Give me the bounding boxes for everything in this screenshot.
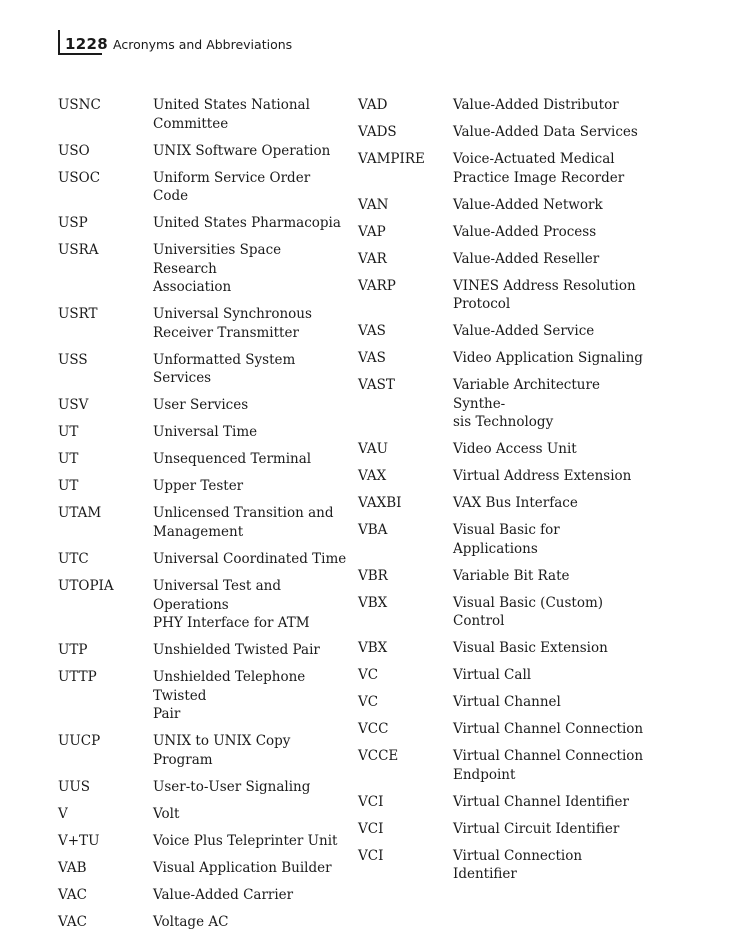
- acronym: UTAM: [58, 505, 102, 522]
- acronym: VBX: [358, 640, 388, 657]
- expansion: Voice-Actuated Medical Practice Image Recorder: [453, 150, 625, 186]
- acronym: UT: [58, 424, 79, 441]
- acronym: VAX: [358, 468, 387, 485]
- glossary-entry: [58, 351, 348, 388]
- expansion: Variable Architecture Synthe- sis Technology: [453, 377, 600, 431]
- glossary-entry: [58, 732, 348, 769]
- glossary-entry: [58, 668, 348, 724]
- expansion: Value-Added Network: [453, 196, 603, 213]
- expansion: Universal Test and Operations PHY Interface for ATM: [153, 577, 310, 632]
- expansion: Video Application Signaling: [453, 350, 643, 367]
- expansion: UNIX to UNIX Copy Program: [153, 733, 291, 768]
- glossary-entry: [58, 96, 348, 133]
- expansion: Value-Added Service: [453, 323, 595, 340]
- acronym: VAC: [58, 913, 87, 930]
- expansion: Uniform Service Order Code: [153, 169, 311, 205]
- glossary-entry: [358, 223, 648, 242]
- expansion: Unshielded Twisted Pair: [153, 642, 320, 659]
- acronym: VBR: [358, 567, 388, 584]
- acronym: VBX: [358, 594, 388, 611]
- glossary-entry: [58, 805, 348, 824]
- glossary-entry: [58, 142, 348, 161]
- acronym: VC: [358, 667, 379, 684]
- acronym: VAS: [358, 350, 386, 367]
- acronym: VAR: [358, 250, 387, 267]
- glossary-entry: [358, 123, 648, 142]
- glossary-entry: [358, 376, 648, 432]
- glossary-entry: [58, 550, 348, 569]
- expansion: Voice Plus Teleprinter Unit: [153, 832, 338, 849]
- acronym: USV: [58, 397, 89, 414]
- glossary-entry: [58, 450, 348, 469]
- glossary-entry: [58, 886, 348, 905]
- expansion: Upper Tester: [153, 478, 244, 495]
- expansion: Virtual Channel Identifier: [453, 793, 629, 810]
- glossary-entry: [58, 832, 348, 851]
- acronym: VCI: [358, 793, 384, 810]
- glossary-entry: [58, 423, 348, 442]
- running-title: Acronyms and Abbreviations: [113, 37, 293, 52]
- expansion: Unformatted System Services: [153, 351, 296, 387]
- expansion: User Services: [153, 397, 249, 414]
- glossary-entry: [358, 322, 648, 341]
- expansion: Universal Coordinated Time: [153, 550, 347, 567]
- glossary-entry: [58, 641, 348, 660]
- right-column: [358, 96, 648, 892]
- glossary-entry: [58, 577, 348, 633]
- acronym: UTOPIA: [58, 577, 114, 594]
- glossary-entry: [358, 820, 648, 839]
- acronym: USNC: [58, 97, 101, 113]
- expansion: Virtual Call: [453, 667, 532, 684]
- acronym: USRT: [58, 306, 98, 323]
- expansion: Virtual Channel: [453, 694, 561, 711]
- acronym: UT: [58, 478, 79, 495]
- acronym: UTTP: [58, 669, 97, 686]
- expansion: Voltage AC: [153, 913, 229, 930]
- glossary-entry: [358, 793, 648, 812]
- expansion: User-to-User Signaling: [153, 778, 311, 795]
- glossary-entry: [358, 250, 648, 269]
- header-horizontal-rule: [58, 53, 102, 55]
- acronym: UTP: [58, 642, 88, 659]
- expansion: Visual Basic for Applications: [453, 522, 560, 557]
- acronym: VCC: [358, 721, 389, 738]
- expansion: Visual Basic (Custom) Control: [453, 594, 604, 630]
- expansion: Unshielded Telephone Twisted Pair: [153, 669, 306, 723]
- glossary-entry: [58, 169, 348, 206]
- glossary-entry: [358, 747, 648, 784]
- left-column: [58, 96, 348, 940]
- glossary-entry: [358, 521, 648, 558]
- glossary-entry: [358, 847, 648, 884]
- glossary-entry: [58, 241, 348, 297]
- glossary-entry: [358, 594, 648, 631]
- acronym: VAMPIRE: [358, 150, 425, 167]
- acronym: VADS: [358, 123, 397, 140]
- acronym: VAU: [358, 441, 388, 458]
- acronym: VARP: [358, 277, 396, 294]
- acronym: VAC: [58, 886, 87, 903]
- acronym: USO: [58, 142, 90, 159]
- glossary-entry: [358, 467, 648, 486]
- glossary-entry: [358, 494, 648, 513]
- acronym: V+TU: [58, 832, 100, 849]
- expansion: Value-Added Reseller: [453, 250, 600, 267]
- acronym: USOC: [58, 169, 101, 186]
- expansion: Unlicensed Transition and Management: [153, 505, 334, 540]
- glossary-entry: [358, 196, 648, 215]
- acronym: UUCP: [58, 733, 101, 750]
- glossary-entry: [358, 349, 648, 368]
- expansion: UNIX Software Operation: [153, 142, 331, 159]
- expansion: Universities Space Research Association: [153, 242, 282, 296]
- acronym: VCCE: [358, 748, 399, 765]
- acronym: VBA: [358, 522, 388, 539]
- glossary-entry: [358, 96, 648, 115]
- glossary-entry: [58, 504, 348, 541]
- glossary-entry: [58, 477, 348, 496]
- glossary-entry: [58, 778, 348, 797]
- glossary-entry: [358, 666, 648, 685]
- expansion: Virtual Connection Identifier: [453, 847, 583, 883]
- glossary-entry: [358, 440, 648, 459]
- expansion: Value-Added Process: [453, 223, 597, 240]
- expansion: VAX Bus Interface: [453, 495, 578, 512]
- expansion: Video Access Unit: [453, 441, 577, 458]
- expansion: Variable Bit Rate: [453, 567, 570, 584]
- expansion: Visual Basic Extension: [453, 640, 608, 657]
- glossary-entry: [358, 150, 648, 187]
- header-vertical-rule: [58, 30, 60, 55]
- acronym: VAXBI: [358, 495, 402, 512]
- glossary-entry: [358, 693, 648, 712]
- expansion: Value-Added Carrier: [153, 886, 294, 903]
- page-number: 1228: [65, 35, 108, 53]
- expansion: VINES Address Resolution Protocol: [453, 277, 636, 313]
- glossary-entry: [358, 720, 648, 739]
- acronym: VAD: [358, 97, 388, 113]
- acronym: VAST: [358, 377, 395, 394]
- glossary-entry: [58, 305, 348, 342]
- acronym: V: [58, 805, 68, 822]
- expansion: Value-Added Data Services: [453, 123, 638, 140]
- glossary-entry: [58, 396, 348, 415]
- expansion: Virtual Channel Connection: [453, 721, 644, 738]
- acronym: USP: [58, 215, 88, 232]
- expansion: Universal Synchronous Receiver Transmitter: [153, 306, 312, 341]
- page-header: [58, 30, 358, 56]
- expansion: Virtual Address Extension: [453, 468, 632, 485]
- expansion: United States National Committee: [153, 97, 310, 132]
- acronym: USRA: [58, 242, 99, 259]
- glossary-entry: [58, 859, 348, 878]
- glossary-entry: [358, 567, 648, 586]
- acronym: VC: [358, 694, 379, 711]
- acronym: USS: [58, 351, 88, 368]
- acronym: VAN: [358, 196, 389, 213]
- expansion: Value-Added Distributor: [453, 97, 619, 113]
- expansion: Volt: [153, 805, 180, 822]
- expansion: Visual Application Builder: [153, 859, 332, 876]
- expansion: Unsequenced Terminal: [153, 451, 312, 468]
- expansion: Virtual Circuit Identifier: [453, 820, 620, 837]
- glossary-entry: [358, 277, 648, 314]
- glossary-entry: [58, 913, 348, 932]
- acronym: UT: [58, 451, 79, 468]
- acronym: VAP: [358, 223, 386, 240]
- expansion: Universal Time: [153, 424, 258, 441]
- acronym: VCI: [358, 847, 384, 864]
- acronym: VAS: [358, 323, 386, 340]
- glossary-entry: [58, 214, 348, 233]
- expansion: United States Pharmacopia: [153, 215, 341, 232]
- acronym: VAB: [58, 859, 87, 876]
- glossary-entry: [358, 639, 648, 658]
- acronym: UTC: [58, 550, 89, 567]
- expansion: Virtual Channel Connection Endpoint: [453, 748, 644, 783]
- acronym: VCI: [358, 820, 384, 837]
- acronym: UUS: [58, 778, 91, 795]
